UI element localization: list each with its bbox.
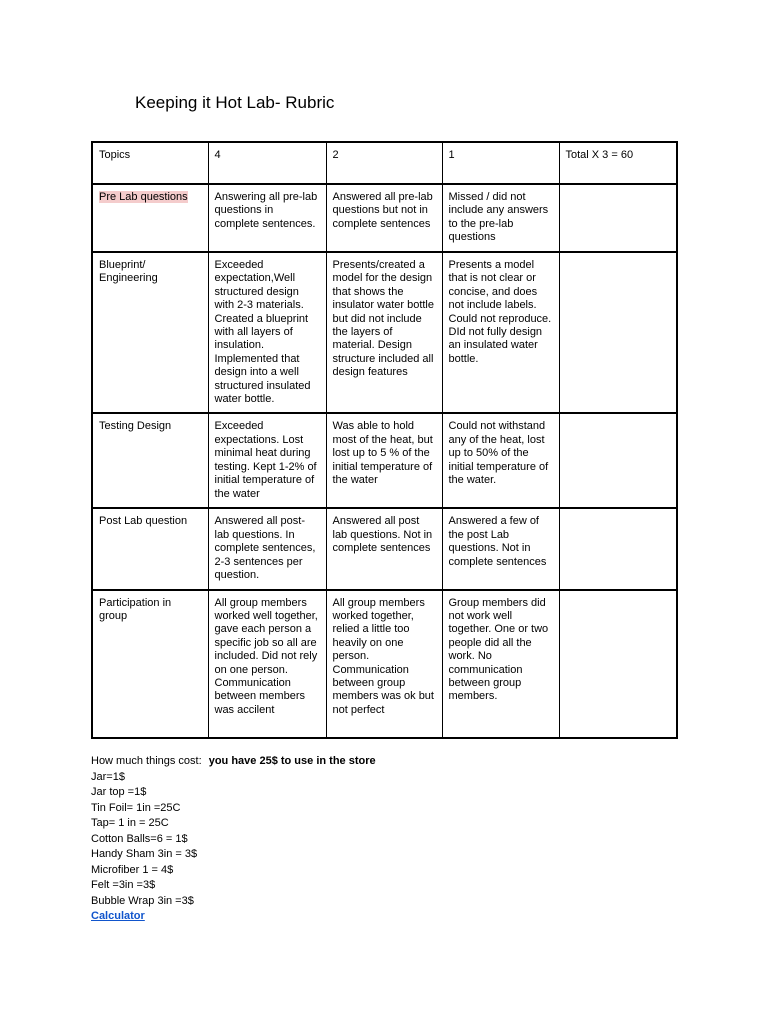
- table-header-row: [92, 142, 677, 184]
- cell-score-4: Exceeded expectation,Well structured design with 2-3 materials. Created a blueprint with all layers of insulation. Implemented that design into a well structured insulated water bottle.: [208, 252, 326, 413]
- header-score-2: 2: [326, 142, 442, 184]
- cell-score-4: All group members worked well together, gave each person a specific job so all are included. Did not rely on one person. Communication between members was accilent: [208, 590, 326, 738]
- cell-score-1: Missed / did not include any answers to the pre-lab questions: [442, 184, 559, 252]
- header-total: Total X 3 = 60: [559, 142, 677, 184]
- cell-total: [559, 252, 677, 413]
- cell-score-2: Was able to hold most of the heat, but lost up to 5 % of the initial temperature of the water: [326, 413, 442, 508]
- cell-score-4: Exceeded expectations. Lost minimal heat during testing. Kept 1-2% of initial temperature of the water: [208, 413, 326, 508]
- header-score-4: 4: [208, 142, 326, 184]
- cell-total: [559, 508, 677, 589]
- row-topic: [92, 184, 208, 252]
- price-item: Handy Sham 3in = 3$: [91, 848, 198, 860]
- cell-score-1: Group members did not work well together. One or two people did all the work. No communication between group members.: [442, 590, 559, 738]
- row-topic: Testing Design: [92, 413, 208, 508]
- cell-score-4: Answering all pre-lab questions in complete sentences.: [208, 184, 326, 252]
- cell-score-2: Answered all post lab questions. Not in complete sentences: [326, 508, 442, 589]
- price-item: Jar top =1$: [91, 786, 147, 798]
- price-item: Bubble Wrap 3in =3$: [91, 894, 194, 907]
- price-list-header: [91, 754, 376, 770]
- price-list: [91, 754, 376, 925]
- cell-total: [559, 184, 677, 252]
- table-row: [92, 413, 677, 508]
- cell-total: [559, 590, 677, 738]
- cell-score-2: Presents/created a model for the design that shows the insulator water bottle but did not include the layers of material. Design structure included all design features: [326, 252, 442, 413]
- calculator-line: [91, 909, 376, 925]
- cell-score-1: Presents a model that is not clear or concise, and does not include labels. Could not reproduce. DId not fully design an insulated water bottle.: [442, 252, 559, 413]
- table-row: [92, 508, 677, 589]
- table-row: [92, 184, 677, 252]
- table-row: [92, 590, 677, 738]
- price-item: Cotton Balls=6 = 1$: [91, 832, 188, 845]
- row-topic: Participation in group: [92, 590, 208, 738]
- document-title: Keeping it Hot Lab- Rubric: [135, 93, 335, 112]
- highlighted-topic: Pre Lab questions: [99, 191, 188, 203]
- price-item: Tap= 1 in = 25C: [91, 817, 169, 829]
- table-row: [92, 252, 677, 413]
- header-score-1: 1: [442, 142, 559, 184]
- budget-note: you have 25$ to use in the store: [208, 755, 376, 767]
- cell-score-2: Answered all pre-lab questions but not in complete sentences: [326, 184, 442, 252]
- header-topics: Topics: [92, 142, 208, 184]
- cell-total: [559, 413, 677, 508]
- price-item: Jar=1$: [91, 770, 125, 783]
- cell-score-1: Could not withstand any of the heat, lost up to 50% of the initial temperature of the water.: [442, 413, 559, 508]
- rubric-table: [91, 141, 678, 739]
- price-item: Microfiber 1 = 4$: [91, 863, 174, 876]
- row-topic: Post Lab question: [92, 508, 208, 589]
- cell-score-2: All group members worked together, relied a little too heavily on one person. Communication between group members was ok but not perfect: [326, 590, 442, 738]
- cell-score-4: Answered all post-lab questions. In complete sentences, 2-3 sentences per question.: [208, 508, 326, 589]
- price-item: Felt =3in =3$: [91, 879, 156, 891]
- calculator-link[interactable]: Calculator: [91, 910, 145, 922]
- row-topic: Blueprint/ Engineering: [92, 252, 208, 413]
- price-item: Tin Foil= 1in =25C: [91, 801, 181, 814]
- price-intro: How much things cost:: [91, 755, 202, 767]
- cell-score-1: Answered a few of the post Lab questions. Not in complete sentences: [442, 508, 559, 589]
